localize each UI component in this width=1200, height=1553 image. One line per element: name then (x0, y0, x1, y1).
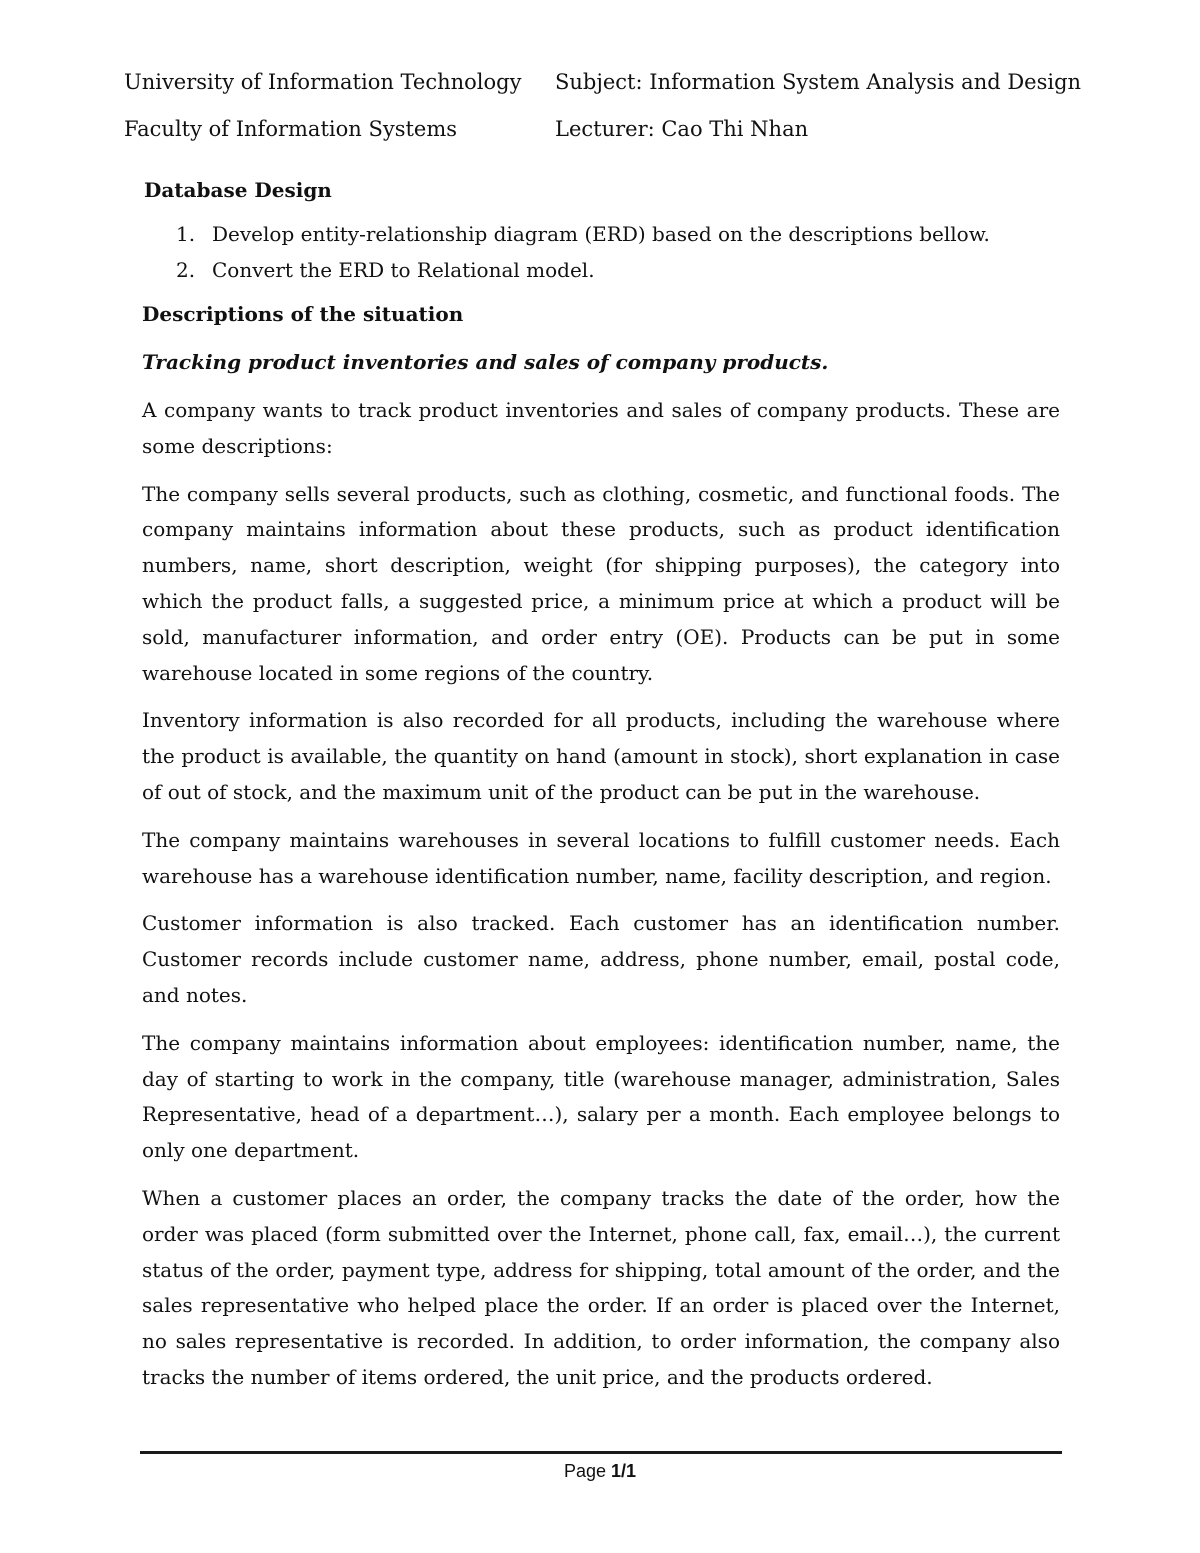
task-item (142, 253, 1060, 289)
document-body (142, 173, 1060, 1408)
page-label: Page (563, 1461, 611, 1481)
paragraph-inventory: Inventory information is also recorded for all products, including the warehouse where the product is available, the quantity on hand (amount in stock), short explanation in case of out of stock, and the maximum unit of the product can be put in the warehouse. (142, 708, 1060, 804)
header-university: University of Information Technology (124, 70, 522, 94)
page-footer (0, 1458, 1200, 1484)
task-text: Convert the ERD to Relational model. (212, 257, 595, 282)
task-number: 2. (176, 257, 196, 282)
header-faculty: Faculty of Information Systems (124, 117, 458, 141)
header-subject: Subject: Information System Analysis and Design (555, 70, 1082, 94)
task-list (142, 217, 1060, 289)
paragraph-products: The company sells several products, such as clothing, cosmetic, and functional foods. The company maintains information about these products, such as product identification numbers, name, short description, weight (for shipping purposes), the category into which the product falls, a suggested price, a minimum price at which a product will be sold, manufacturer information, and order entry (OE). Products can be put in some warehouse located in some regions of the country. (142, 481, 1060, 685)
paragraph-warehouses: The company maintains warehouses in several locations to fulfill customer needs. Each warehouse has a warehouse identification number, name, facility description, and region. (142, 827, 1060, 888)
task-item (142, 217, 1060, 253)
task-text: Develop entity-relationship diagram (ERD) based on the descriptions bellow. (212, 221, 990, 246)
paragraph-intro: A company wants to track product inventories and sales of company products. These are some descriptions: (142, 397, 1060, 458)
paragraph-customers: Customer information is also tracked. Each customer has an identification number. Customer records include customer name, address, phone number, email, postal code, and notes. (142, 911, 1060, 1007)
header-lecturer: Lecturer: Cao Thi Nhan (555, 117, 809, 141)
paragraph-employees: The company maintains information about employees: identification number, name, the day of starting to work in the company, title (warehouse manager, administration, Sales Representative, head of a department…), salary per a month. Each employee belongs to only one department. (142, 1030, 1060, 1163)
situation-subtitle: Tracking product inventories and sales of company products. (142, 350, 829, 375)
situation-heading: Descriptions of the situation (142, 302, 464, 327)
paragraph-orders: When a customer places an order, the company tracks the date of the order, how the order was placed (form submitted over the Internet, phone call, fax, email…), the current status of the order, payment type, address for shipping, total amount of the order, and the sales representative who helped place the order. If an order is placed over the Internet, no sales representative is recorded. In addition, to order information, the company also tracks the number of items ordered, the unit price, and the products ordered. (142, 1185, 1060, 1389)
page-number: 1/1 (611, 1461, 637, 1481)
task-heading: Database Design (144, 178, 332, 202)
footer-divider (140, 1451, 1062, 1454)
task-number: 1. (176, 221, 196, 246)
